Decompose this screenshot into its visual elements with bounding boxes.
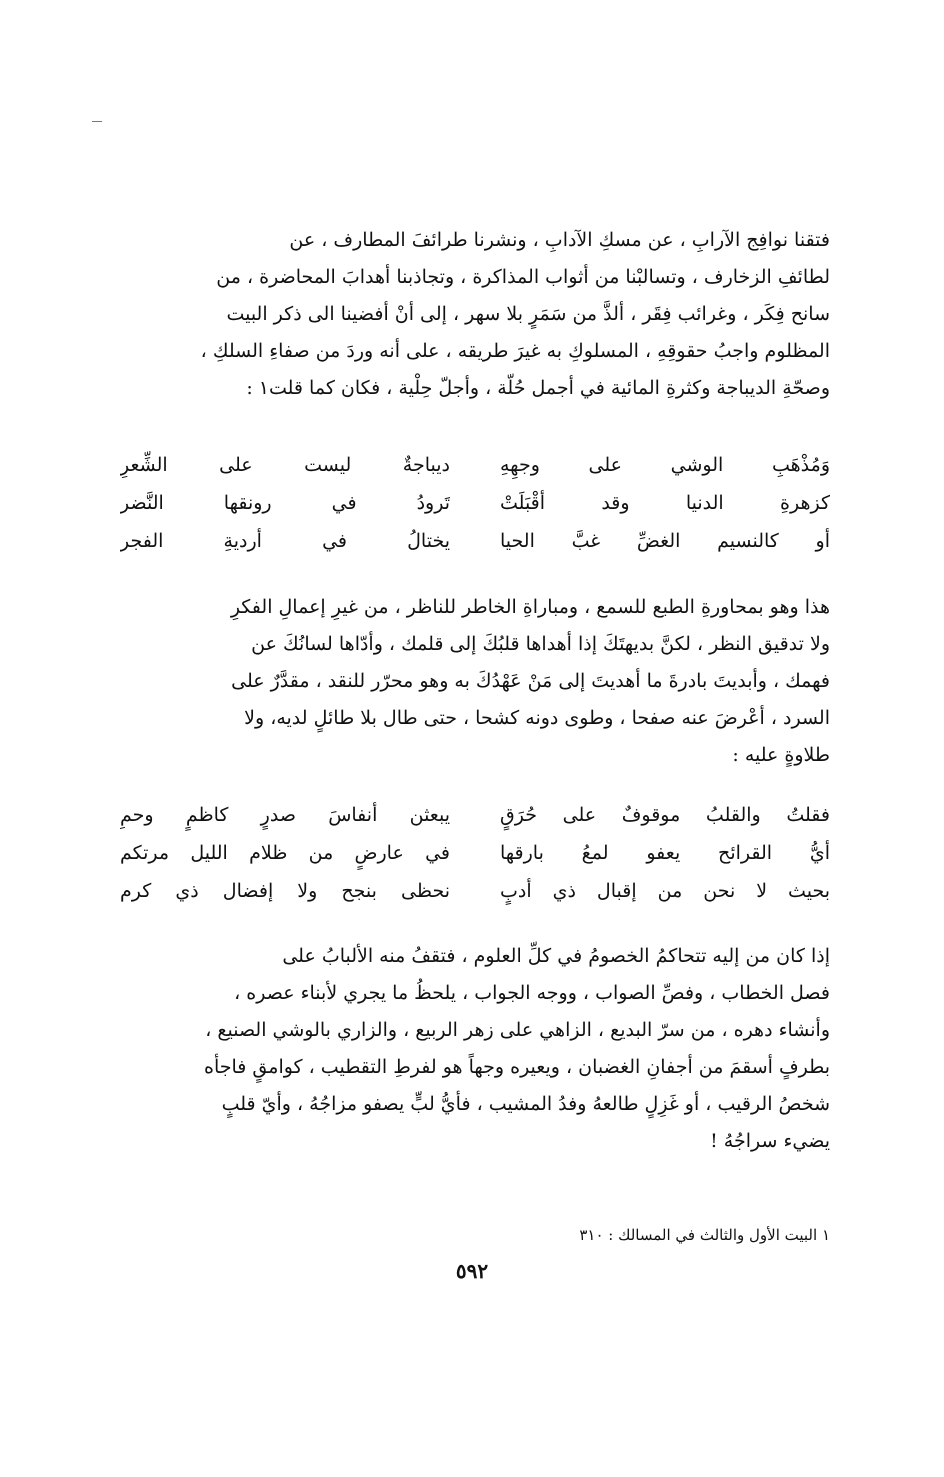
text-line: لطائفِ الزخارف ، وتسالبْنا من أثواب المذاكرة ، وتجاذبنا أهدابَ المحاضرة ، من xyxy=(216,266,830,288)
verses-1 xyxy=(120,446,830,560)
verse-row xyxy=(120,834,830,872)
verse-first-hemistich: وَمُذْهَبِ الوشي على وجهِهِ xyxy=(500,454,830,476)
verse-first-hemistich: فقلتُ والقلبُ موقوفٌ على حُرَقٍ xyxy=(500,804,830,826)
text-line: السرد ، أعْرضَ عنه صفحا ، وطوى دونه كشحا ، حتى طال بلا طائلٍ لديه، ولا xyxy=(244,707,830,729)
text-line: ولا تدقيق النظر ، لكنَّ بديهتَكَ إذا أهداها قلبُكَ إلى قلمك ، وأدّاها لسانُكَ عن xyxy=(251,633,830,655)
verse-first-hemistich: كزهرةِ الدنيا وقد أقْبَلَتْ xyxy=(500,492,830,514)
verse-second-hemistich: ديباجةٌ ليست على الشِّعرِ xyxy=(120,454,450,476)
text-line: فصل الخطاب ، وفصِّ الصواب ، ووجه الجواب ، يلحظُ ما يجري لأبناء عصره ، xyxy=(234,982,830,1004)
verses-2 xyxy=(120,796,830,910)
text-line: يضيء سراجُهُ ! xyxy=(710,1130,830,1152)
verse-row xyxy=(120,446,830,484)
verse-second-hemistich: نحظى بنجح ولا إفضال ذي كرم xyxy=(120,880,450,902)
text-line: وأنشاء دهره ، من سرّ البديع ، الزاهي على زهر الربيع ، والزاري بالوشي الصنيع ، xyxy=(205,1019,830,1041)
verse-row xyxy=(120,522,830,560)
verse-first-hemistich: بحيث لا نحن من إقبال ذي أدبٍ xyxy=(500,880,830,902)
verse-second-hemistich: يبعثن أنفاسَ صدرٍ كاظمٍ وحمِ xyxy=(120,804,450,826)
verse-first-hemistich: أيُّ القرائح يعفو لمعُ بارقها xyxy=(500,842,830,864)
paragraph-2 xyxy=(120,589,830,774)
verse-row xyxy=(120,872,830,910)
verse-second-hemistich: في عارضٍ من ظلام الليل مرتكم xyxy=(120,842,450,864)
text-line: هذا وهو بمحاورةِ الطبع للسمع ، ومباراةِ الخاطر للناظر ، من غيرِ إعمالِ الفكرِ xyxy=(230,596,830,618)
text-line: إذا كان من إليه تتحاكمُ الخصومُ في كلِّ العلوم ، فتقفُ منه الألبابُ على xyxy=(282,945,830,967)
verse-second-hemistich: تَرودُ في رونقها النَّضر xyxy=(120,492,450,514)
text-line: شخصُ الرقيب ، أو غَزِلٍ طالعهُ وفدُ المشيب ، فأيُّ لبٍّ يصفو مزاجُهُ ، وأيّ قلبٍ xyxy=(221,1093,830,1115)
verse-row xyxy=(120,796,830,834)
text-line: فتقنا نوافِج الآرابِ ، عن مسكِ الآدابِ ، ونشرنا طرائفَ المطارف ، عن xyxy=(289,229,830,251)
page-number: ٥٩٢ xyxy=(455,1259,489,1283)
footnote: ١ البيت الأول والثالث في المسالك : ٣١٠ xyxy=(579,1226,830,1244)
text-line: بطرفٍ أسقمَ من أجفانِ الغضبان ، ويعيره وجهاً هو لفرطِ التقطيب ، كوامقٍ فاجأه xyxy=(204,1056,830,1078)
verse-first-hemistich: أو كالنسيم الغضِّ غبَّ الحيا xyxy=(500,530,830,552)
text-line: سانح فِكَر ، وغرائب فِقَر ، ألذَّ من سَمَرٍ بلا سهر ، إلى أنْ أفضينا الى ذكر البيت xyxy=(226,303,830,325)
verse-second-hemistich: يختالُ في أرديةِ الفجر xyxy=(120,530,450,552)
paragraph-1 xyxy=(120,222,830,407)
verse-row xyxy=(120,484,830,522)
text-line: طلاوةٍ عليه : xyxy=(732,744,830,766)
margin-mark xyxy=(92,121,102,122)
text-line: وصحّةِ الديباجة وكثرةِ المائية في أجمل حُلّة ، وأجلّ حِلْية ، فكان كما قلت١ : xyxy=(246,377,830,399)
text-line: فهمك ، وأبديتَ بادرةَ ما أهديتَ إلى مَنْ عَهْدُكَ به وهو محرّر للنقد ، مقدَّرٌ على xyxy=(231,670,830,692)
text-line: المظلوم واجبُ حقوقِهِ ، المسلوكِ به غيرَ طريقه ، على أنه وردَ من صفاءِ السلكِ ، xyxy=(200,340,830,362)
paragraph-3 xyxy=(120,938,830,1160)
